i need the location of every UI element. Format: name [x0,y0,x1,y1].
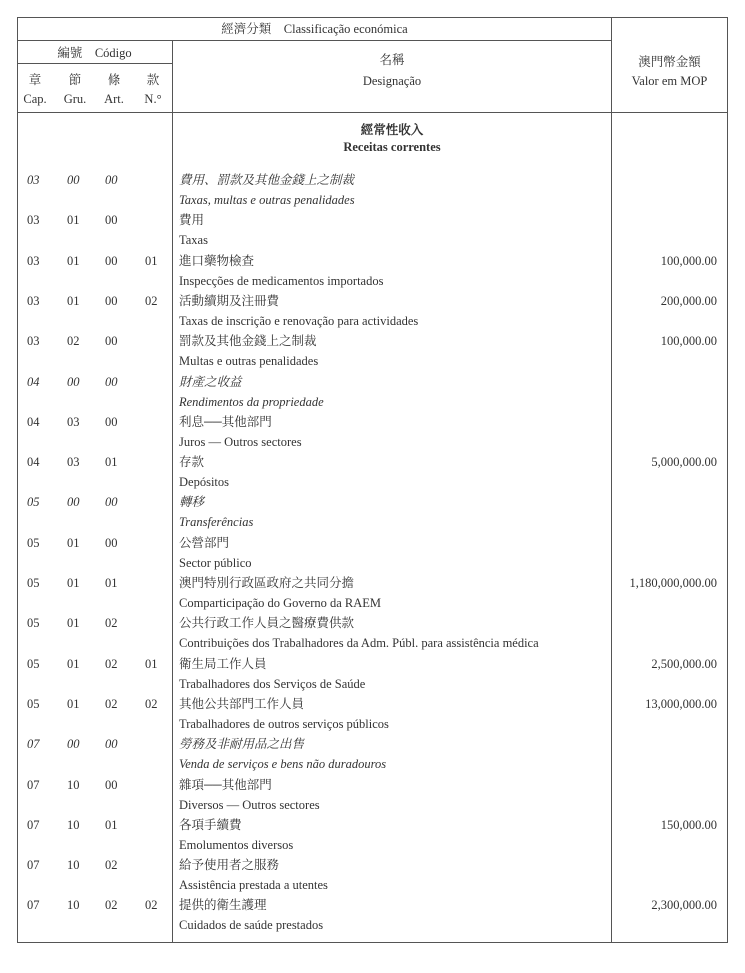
designation-zh: 費用、罰款及其他金錢上之制裁 [179,173,355,187]
code-gru: 01 [67,535,80,550]
header-gru-zh: 節 [68,73,82,87]
table-row [17,331,727,371]
code-gru: 00 [67,374,80,389]
designation-zh: 給予使用者之服務 [179,858,280,873]
code-cap: 07 [27,817,40,832]
code-art: 02 [105,656,118,671]
code-gru: 00 [67,495,80,510]
code-gru: 10 [67,777,80,792]
code-gru: 01 [67,696,80,711]
code-cap: 05 [27,535,40,550]
table-row [17,412,727,452]
designation-zh: 各項手續費 [179,817,242,832]
designation-zh: 財產之收益 [179,374,242,389]
designation-pt: Comparticipação do Governo da RAEM [179,596,382,610]
table-row [17,895,727,935]
code-art: 02 [105,898,118,913]
code-cap: 05 [27,495,40,510]
table-row [17,613,727,653]
table-row [17,210,727,250]
code-cap: 07 [27,737,40,752]
code-art: 00 [105,213,118,228]
code-art: 02 [105,616,118,631]
designation-pt: Venda de serviços e bens não duradouros [179,757,387,772]
table-row [17,533,727,573]
header-line-2 [17,63,172,64]
code-gru: 01 [67,253,80,268]
code-art: 00 [105,374,118,389]
table-row [17,492,727,532]
section-title-zh: 經常性收入 [360,123,424,137]
designation-pt: Rendimentos da propriedade [179,394,324,409]
header-line-1 [17,40,612,41]
table-row [17,694,727,734]
code-cap: 05 [27,616,40,631]
code-gru: 01 [67,213,80,228]
code-art: 00 [105,535,118,550]
designation-zh: 衛生局工作人員 [179,656,267,671]
designation-pt: Diversos — Outros sectores [179,797,320,812]
table-border-bottom [17,942,728,943]
code-no: 02 [145,696,158,711]
value-mop: 100,000.00 [660,253,717,268]
code-cap: 04 [27,455,40,470]
code-cap: 04 [27,374,40,389]
code-art: 00 [105,414,118,429]
designation-pt: Emolumentos diversos [179,837,294,852]
code-gru: 10 [67,898,80,913]
code-gru: 03 [67,455,80,470]
designation-pt: Depósitos [179,475,229,490]
code-art: 00 [105,334,118,349]
value-mop: 200,000.00 [660,293,717,308]
code-no: 01 [145,253,158,268]
code-no: 02 [145,293,158,308]
code-gru: 10 [67,858,80,873]
designation-pt: Contribuições dos Trabalhadores da Adm. Públ. para assistência médica [179,636,539,651]
header-value-zh: 澳門幣金額 [638,55,701,69]
header-cap-zh: 章 [28,73,42,87]
code-gru: 10 [67,817,80,832]
code-art: 01 [105,455,118,470]
designation-zh: 提供的衛生護理 [179,898,267,913]
designation-pt: Assistência prestada a utentes [179,878,328,893]
code-gru: 00 [67,737,80,752]
designation-zh: 澳門特別行政區政府之共同分擔 [179,576,355,590]
code-art: 00 [105,173,118,187]
designation-pt: Juros — Outros sectores [179,434,302,449]
value-mop: 2,300,000.00 [651,898,717,913]
header-value-pt: Valor em MOP [631,74,708,88]
header-art-zh: 條 [107,73,121,87]
value-mop: 5,000,000.00 [651,455,717,470]
header-code: 編號 Código [57,46,132,60]
header-no-zh: 款 [146,73,160,87]
code-gru: 00 [67,173,80,187]
code-cap: 05 [27,576,40,590]
designation-zh: 罰款及其他金錢上之制裁 [179,334,317,349]
table-row [17,452,727,492]
designation-pt: Inspecções de medicamentos importados [179,273,384,288]
designation-zh: 存款 [179,455,205,470]
code-art: 00 [105,293,118,308]
designation-zh: 雜項──其他部門 [179,777,272,792]
designation-zh: 利息──其他部門 [179,414,272,429]
code-cap: 03 [27,253,40,268]
header-line-3 [17,112,728,113]
section-title-pt: Receitas correntes [343,140,441,154]
table-row [17,372,727,412]
designation-zh: 其他公共部門工作人員 [179,696,305,711]
code-cap: 03 [27,293,40,308]
code-art: 00 [105,253,118,268]
table-row [17,573,727,613]
designation-zh: 轉移 [179,495,205,510]
designation-zh: 公營部門 [179,535,230,550]
code-art: 02 [105,696,118,711]
designation-zh: 費用 [179,213,205,228]
code-art: 01 [105,576,118,590]
table-border-right [727,17,728,943]
value-mop: 1,180,000,000.00 [629,576,717,590]
designation-zh: 公共行政工作人員之醫療費供款 [179,616,355,631]
code-art: 00 [105,495,118,510]
designation-zh: 進口藥物檢查 [179,253,255,268]
designation-pt: Taxas, multas e outras penalidades [179,193,355,207]
header-cap-pt: Cap. [23,92,47,106]
code-cap: 05 [27,696,40,711]
code-cap: 07 [27,898,40,913]
code-art: 00 [105,777,118,792]
table-row [17,815,727,855]
header-name-pt: Designação [362,74,422,88]
code-gru: 02 [67,334,80,349]
code-gru: 01 [67,616,80,631]
header-art-pt: Art. [104,92,124,106]
value-mop: 100,000.00 [660,334,717,349]
code-cap: 03 [27,173,40,187]
designation-zh: 活動續期及注冊費 [179,293,280,308]
table-row [17,855,727,895]
value-mop: 2,500,000.00 [651,656,717,671]
designation-pt: Cuidados de saúde prestados [179,918,324,933]
code-gru: 01 [67,656,80,671]
designation-pt: Trabalhadores dos Serviços de Saúde [179,676,366,691]
header-gru-pt: Gru. [63,92,87,106]
table-row [17,775,727,815]
code-no: 02 [145,898,158,913]
header-classification: 經濟分類 Classificação económica [221,22,408,36]
value-mop: 13,000,000.00 [645,696,717,711]
code-cap: 03 [27,213,40,228]
code-art: 00 [105,737,118,752]
code-cap: 05 [27,656,40,671]
value-mop: 150,000.00 [660,817,717,832]
code-gru: 01 [67,576,80,590]
table-row [17,654,727,694]
table-row [17,251,727,291]
code-cap: 07 [27,858,40,873]
header-no-pt: N.° [144,92,162,106]
code-art: 02 [105,858,118,873]
code-no: 01 [145,656,158,671]
designation-pt: Sector público [179,555,252,570]
code-art: 01 [105,817,118,832]
header-name-zh: 名稱 [379,53,405,67]
code-cap: 03 [27,334,40,349]
designation-pt: Taxas [179,233,208,248]
code-cap: 07 [27,777,40,792]
designation-pt: Multas e outras penalidades [179,354,319,369]
table-row [17,170,727,210]
table-border-top [17,17,728,18]
designation-zh: 勞務及非耐用品之出售 [179,737,305,752]
designation-pt: Trabalhadores de outros serviços públicos [179,716,389,731]
table-row [17,734,727,774]
code-cap: 04 [27,414,40,429]
code-gru: 01 [67,293,80,308]
designation-pt: Transferências [179,515,254,530]
code-gru: 03 [67,414,80,429]
designation-pt: Taxas de inscrição e renovação para actividades [179,313,419,328]
table-row [17,291,727,331]
